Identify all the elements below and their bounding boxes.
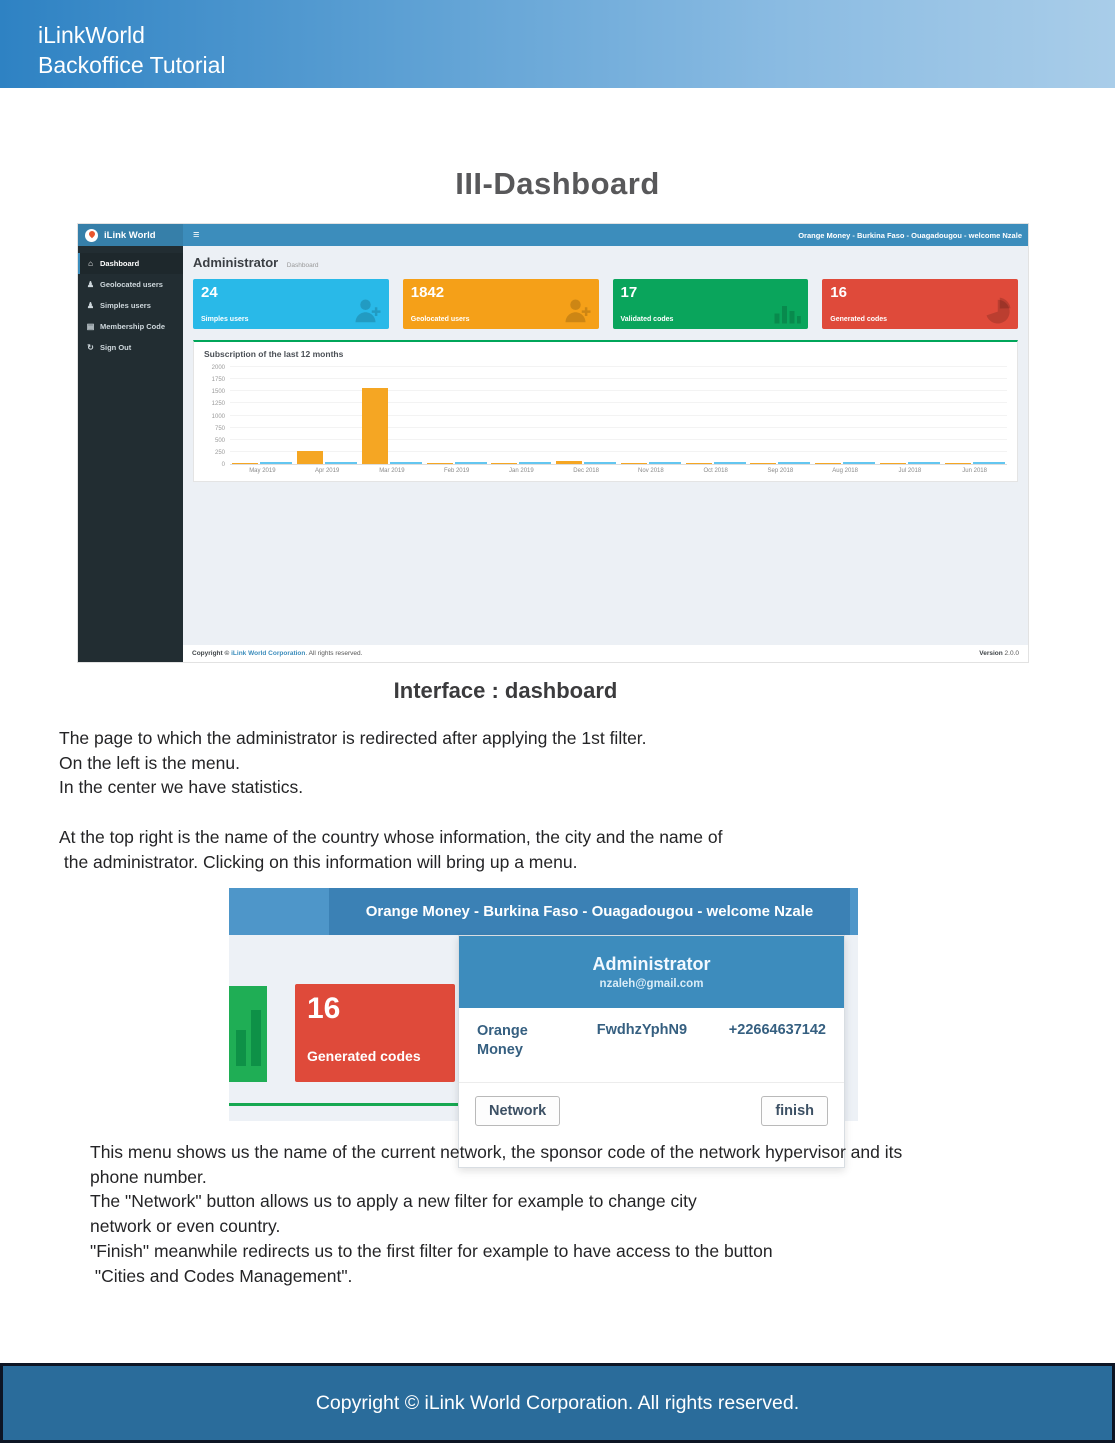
chart-bar-blue [973, 462, 1005, 464]
stat-label: Geolocated users [410, 316, 470, 323]
x-axis-label: Aug 2018 [832, 468, 858, 474]
y-axis-label: 1000 [211, 413, 225, 420]
x-axis-label: Mar 2019 [379, 468, 405, 474]
sidebar-item-simples-users[interactable] [78, 295, 183, 316]
x-axis-label: Sep 2018 [767, 468, 794, 474]
y-axis-label: 250 [214, 449, 225, 456]
chart-month-group [683, 368, 748, 464]
page-heading-sub: Dashboard [286, 262, 319, 269]
doc-header-line2: Backoffice Tutorial [38, 52, 226, 78]
chart-month-group [878, 368, 943, 464]
y-axis-label: 750 [214, 425, 225, 432]
user-email: nzaleh@gmail.com [599, 978, 704, 990]
chart-bar-orange [945, 463, 971, 464]
stat-card-generated-codes [822, 279, 1018, 329]
chart-month-group [554, 368, 619, 464]
user-menu-header [459, 936, 844, 1008]
copyright-suffix: . All rights reserved. [305, 650, 363, 657]
y-axis-label: 0 [221, 462, 225, 468]
bar-chart-icon [229, 986, 267, 1082]
doc-title: III-Dashboard [455, 166, 660, 201]
popup-body [229, 935, 858, 1121]
user-menu-info-row [459, 1008, 844, 1060]
chart-x-axis [230, 468, 1007, 474]
sidebar-item-label: Sign Out [100, 343, 132, 352]
doc-footer: Copyright © iLink World Corporation. All rights reserved. [0, 1363, 1115, 1443]
paragraph-line: The "Network" button allows us to apply a new filter for example to change city [90, 1191, 697, 1212]
home-icon: ⌂ [88, 259, 93, 268]
chart-bar-blue [778, 462, 810, 464]
list-icon: ▤ [86, 322, 95, 331]
sidebar-item-label: Dashboard [100, 259, 140, 268]
sidebar-item-dashboard[interactable] [78, 253, 183, 274]
doc-header-line1: iLinkWorld [38, 22, 145, 48]
stat-card-validated-codes [613, 279, 809, 329]
users-icon: ♟ [86, 280, 95, 289]
copyright-link[interactable]: iLink World Corporation [231, 650, 306, 657]
sidebar-item-sign-out[interactable] [78, 337, 183, 358]
card-label: Generated codes [307, 1048, 421, 1064]
chart-box [193, 340, 1018, 482]
chart-bar-blue [584, 462, 616, 464]
chart-bar-blue [260, 462, 292, 464]
chart-month-group [942, 368, 1007, 464]
user-menu-screenshot [229, 888, 858, 1121]
sidebar [78, 246, 183, 662]
chart-bar-orange [491, 463, 517, 464]
paragraph-line: phone number. [90, 1166, 207, 1187]
chart-month-group [295, 368, 360, 464]
chart-bar-orange [362, 388, 388, 464]
chart-bar-orange [232, 463, 258, 464]
stat-card-geolocated-users [403, 279, 599, 329]
chart-bar-blue [519, 462, 551, 464]
user-menu-panel [458, 935, 845, 1168]
stat-label: Simples users [201, 316, 249, 323]
paragraph-line: This menu shows us the name of the current network, the sponsor code of the network hypervisor and its [90, 1142, 903, 1162]
x-axis-label: Nov 2018 [638, 468, 664, 474]
sponsor-code: FwdhzYphN9 [596, 1022, 688, 1038]
paragraph-2 [90, 1140, 1090, 1288]
app-logo-icon [85, 229, 98, 242]
y-axis-label: 1750 [211, 377, 225, 384]
chart-bar-orange [556, 461, 582, 464]
chart-bar-orange [297, 451, 323, 464]
chart-month-group [360, 368, 425, 464]
chart-bars [230, 368, 1007, 464]
x-axis-label: Jun 2018 [962, 468, 987, 474]
brand-name: iLink World [104, 229, 156, 241]
y-axis-label: 500 [214, 437, 225, 444]
stat-card-simples-users [193, 279, 389, 329]
chart-bar-blue [714, 462, 746, 464]
chart-box-border [229, 1103, 458, 1106]
y-axis-label: 1500 [211, 389, 225, 396]
user-plus-icon [563, 296, 593, 326]
finish-button[interactable]: finish [761, 1096, 828, 1126]
sidebar-item-label: Simples users [100, 301, 151, 310]
paragraph-line: network or even country. [90, 1216, 281, 1237]
chart-bar-orange [750, 463, 776, 464]
phone-number: +22664637142 [728, 1022, 826, 1038]
chart-month-group [424, 368, 489, 464]
copyright-label: Copyright © [192, 650, 230, 657]
doc-header [0, 0, 1115, 88]
paragraph-line: At the top right is the name of the country whose information, the city and the name of [59, 826, 723, 847]
chart-gridline [230, 366, 1007, 367]
paragraph-line: On the left is the menu. [59, 752, 240, 773]
users-icon: ♟ [86, 301, 95, 310]
paragraph-line [59, 800, 959, 825]
chart-bar-blue [325, 462, 357, 464]
chart-bar-blue [649, 462, 681, 464]
chart [204, 365, 1007, 474]
chart-bar-blue [908, 462, 940, 464]
stat-cards [193, 279, 1018, 329]
x-axis-label: May 2019 [249, 468, 276, 474]
chart-month-group [813, 368, 878, 464]
chart-plot-area [230, 368, 1007, 465]
version-label: Version 2.0.0 [979, 650, 1019, 657]
chart-month-group [619, 368, 684, 464]
paragraph-line: "Finish" meanwhile redirects us to the first filter for example to have access to the button [90, 1240, 773, 1261]
network-name: Orange Money [477, 1023, 528, 1058]
card-value: 16 [307, 992, 341, 1025]
network-button[interactable]: Network [475, 1096, 560, 1126]
chart-bar-orange [427, 463, 453, 464]
popup-navbar [229, 888, 858, 935]
stat-value: 16 [830, 284, 847, 301]
x-axis-label: Jul 2018 [898, 468, 922, 474]
chart-bar-blue [843, 462, 875, 464]
sidebar-toggle-icon[interactable]: ≡ [193, 229, 200, 241]
figure-caption: Interface : dashboard [393, 678, 618, 703]
paragraph-line: the administrator. Clicking on this information will bring up a menu. [59, 851, 578, 872]
x-axis-label: Dec 2018 [573, 468, 599, 474]
chart-title: Subscription of the last 12 months [204, 349, 344, 359]
chart-month-group [748, 368, 813, 464]
chart-y-axis [204, 365, 230, 468]
chart-bar-orange [815, 463, 841, 464]
y-axis-label: 2000 [211, 365, 225, 371]
x-axis-label: Jan 2019 [509, 468, 534, 474]
dashboard-main [183, 246, 1028, 662]
chart-bar-orange [621, 463, 647, 464]
pie-chart-icon [982, 296, 1012, 326]
navbar-user-label[interactable]: Orange Money - Burkina Faso - Ouagadougou - welcome Nzale [329, 888, 850, 935]
bar-chart-icon [772, 296, 802, 326]
x-axis-label: Oct 2018 [703, 468, 728, 474]
sidebar-item-label: Geolocated users [100, 280, 163, 289]
generated-codes-card [295, 984, 455, 1082]
chart-month-group [489, 368, 554, 464]
y-axis-label: 1250 [211, 401, 225, 408]
paragraph-line: "Cities and Codes Management". [90, 1265, 353, 1286]
x-axis-label: Feb 2019 [443, 468, 470, 474]
power-icon: ↻ [87, 343, 94, 352]
chart-bar-orange [686, 463, 712, 464]
paragraph-line: The page to which the administrator is redirected after applying the 1st filter. [59, 728, 647, 748]
chart-bar-orange [880, 463, 906, 464]
navbar-user-label[interactable]: Orange Money - Burkina Faso - Ouagadougou - welcome Nzale [798, 230, 1022, 240]
paragraph-line: In the center we have statistics. [59, 777, 304, 798]
stat-label: Generated codes [830, 316, 888, 323]
chart-bar-blue [455, 462, 487, 464]
sidebar-item-geolocated-users[interactable] [78, 274, 183, 295]
dashboard-screenshot [78, 224, 1028, 662]
dashboard-copyright [192, 650, 362, 657]
stat-value: 17 [620, 284, 638, 301]
page-heading [193, 254, 1018, 272]
chart-month-group [230, 368, 295, 464]
app-logo[interactable] [78, 224, 183, 246]
user-plus-icon [353, 296, 383, 326]
dashboard-navbar [183, 224, 1028, 246]
dashboard-footer [183, 645, 1028, 662]
chart-bar-blue [390, 462, 422, 464]
user-menu-actions [459, 1083, 844, 1139]
sidebar-item-membership-code[interactable] [78, 316, 183, 337]
sidebar-item-label: Membership Code [100, 322, 166, 331]
stat-value: 1842 [410, 284, 445, 301]
stat-label: Validated codes [620, 316, 674, 323]
paragraph-1 [59, 726, 959, 874]
x-axis-label: Apr 2019 [314, 468, 340, 474]
page-heading-title: Administrator [193, 255, 279, 270]
user-role: Administrator [592, 954, 711, 974]
dashboard-topbar [78, 224, 1028, 246]
stat-value: 24 [201, 284, 218, 301]
